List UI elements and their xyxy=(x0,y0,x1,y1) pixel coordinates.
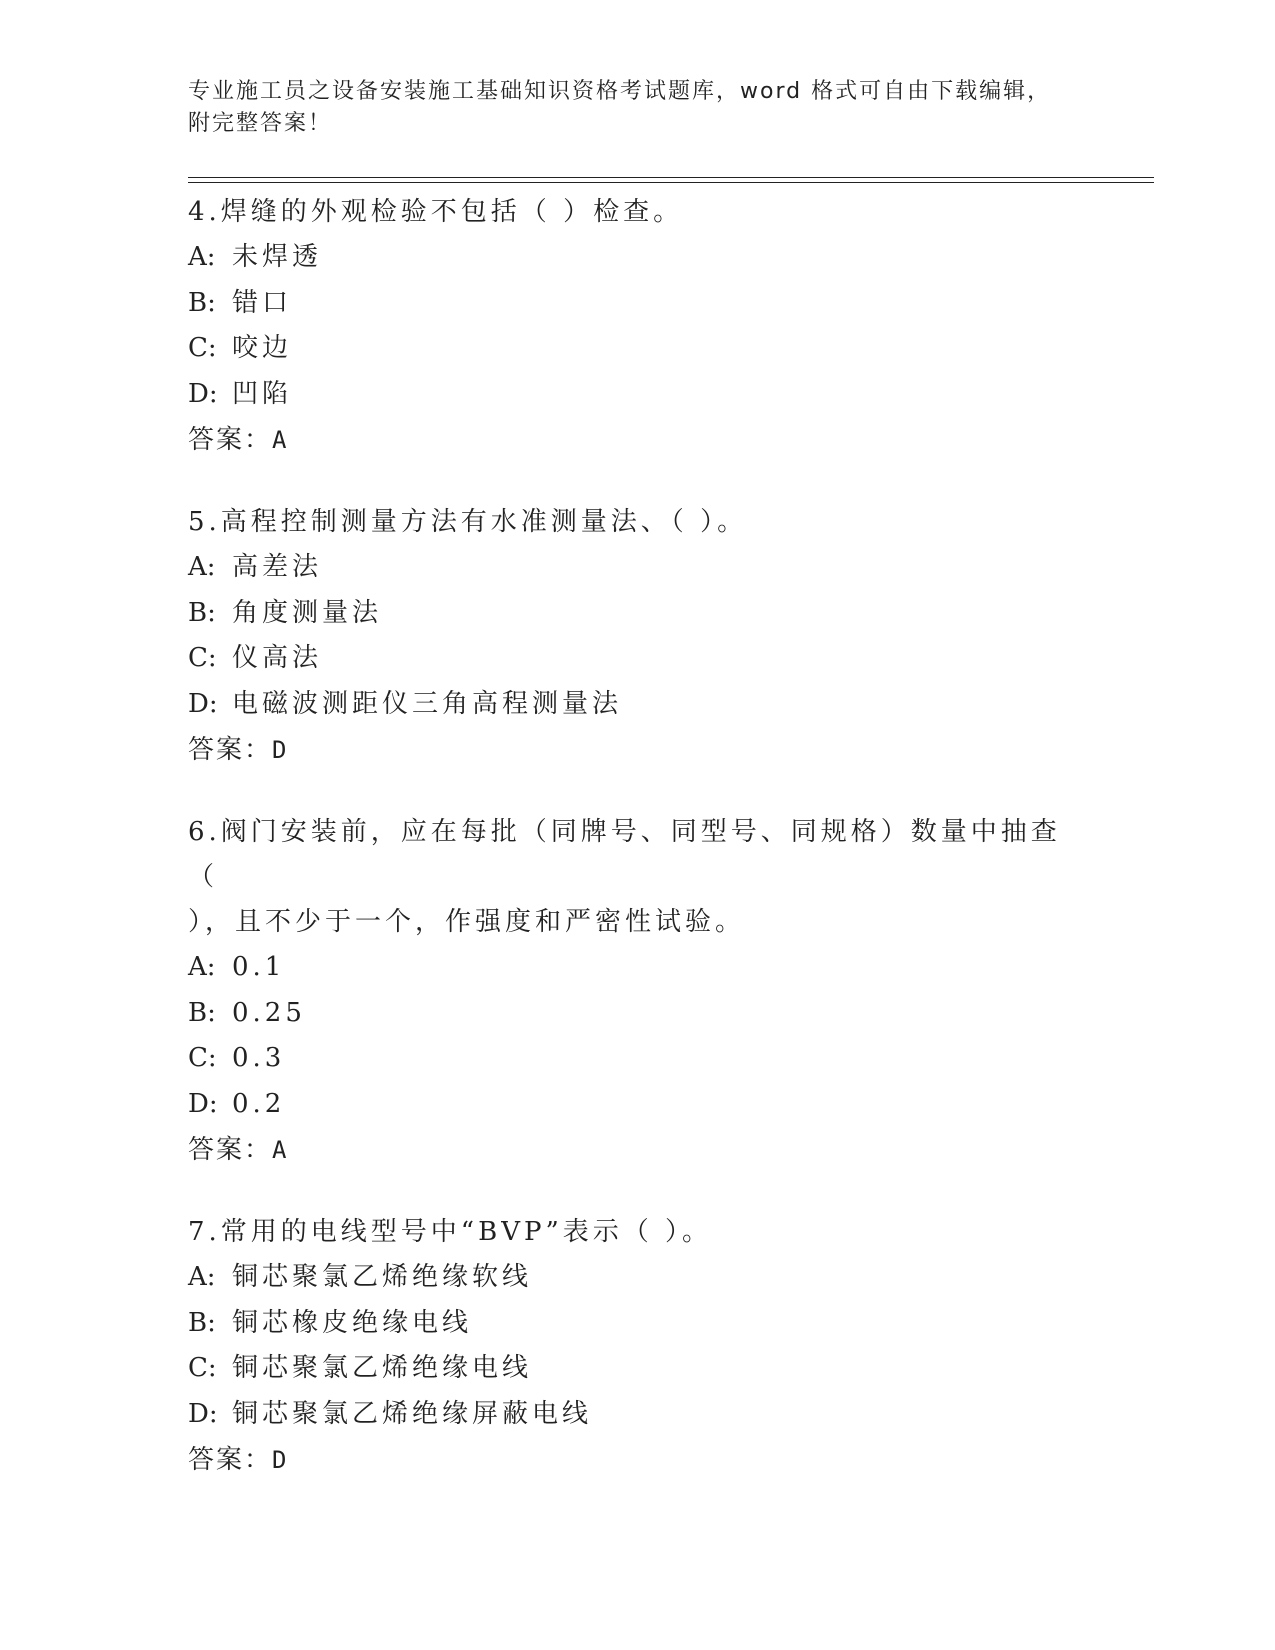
option-letter: D: xyxy=(188,688,218,719)
option-text: 铜芯聚氯乙烯绝缘软线 xyxy=(232,1262,533,1292)
question-stem xyxy=(188,190,1088,235)
answer-option xyxy=(188,372,1088,418)
answer-option xyxy=(188,591,1088,637)
option-letter: B: xyxy=(188,1307,216,1338)
question-stem xyxy=(188,810,1088,945)
answer-line xyxy=(188,1127,1088,1173)
question-list xyxy=(188,190,1088,1520)
question-block xyxy=(188,500,1088,773)
option-letter: D: xyxy=(188,378,218,409)
option-text: 凹陷 xyxy=(232,378,293,409)
option-text: 未焊透 xyxy=(232,242,323,272)
question-block xyxy=(188,190,1088,463)
answer-label: 答案： xyxy=(188,1135,273,1165)
answer-option xyxy=(188,1392,1088,1438)
option-letter: A: xyxy=(188,552,216,582)
header-line-1: 专业施工员之设备安装施工基础知识资格考试题库，word 格式可自由下载编辑， xyxy=(188,79,1052,104)
header-divider-bottom xyxy=(188,182,1154,183)
answer-option xyxy=(188,235,1088,281)
document-header xyxy=(188,76,1088,140)
answer-label: 答案： xyxy=(188,735,273,765)
option-text: 咬边 xyxy=(232,333,293,363)
option-text: 电磁波测距仪三角高程测量法 xyxy=(232,688,623,719)
option-text: 高差法 xyxy=(232,552,323,582)
question-stem xyxy=(188,500,1088,545)
answer-value: A xyxy=(272,1136,289,1164)
answer-option xyxy=(188,1255,1088,1301)
option-letter: C: xyxy=(188,1043,217,1073)
option-text: 错口 xyxy=(232,287,293,318)
option-text: 0.2 xyxy=(232,1088,286,1119)
option-letter: C: xyxy=(188,1353,217,1383)
answer-option xyxy=(188,1036,1088,1082)
option-text: 角度测量法 xyxy=(232,597,383,628)
answer-label: 答案： xyxy=(188,1445,273,1475)
question-stem xyxy=(188,1210,1088,1255)
option-text: 铜芯聚氯乙烯绝缘电线 xyxy=(232,1353,533,1383)
answer-option xyxy=(188,636,1088,682)
answer-value: D xyxy=(272,736,289,764)
question-stem-line: 4.焊缝的外观检验不包括（ ）检查。 xyxy=(188,197,684,227)
option-letter: A: xyxy=(188,952,216,982)
answer-option xyxy=(188,326,1088,372)
option-letter: B: xyxy=(188,997,216,1028)
question-block xyxy=(188,810,1088,1173)
answer-value: D xyxy=(272,1446,289,1474)
option-text: 仪高法 xyxy=(232,643,323,673)
question-stem-line: ），且不少于一个，作强度和严密性试验。 xyxy=(188,907,746,937)
question-stem-line: 6.阀门安装前，应在每批（同牌号、同型号、同规格）数量中抽查（ xyxy=(188,817,1061,892)
option-letter: B: xyxy=(188,597,216,628)
answer-option xyxy=(188,545,1088,591)
header-divider-top xyxy=(188,177,1154,178)
option-letter: D: xyxy=(188,1088,218,1119)
answer-option xyxy=(188,1301,1088,1347)
option-text: 0.1 xyxy=(232,952,286,982)
option-letter: B: xyxy=(188,287,216,318)
header-line-2: 附完整答案！ xyxy=(188,111,333,136)
answer-option xyxy=(188,281,1088,327)
option-text: 0.3 xyxy=(232,1043,286,1073)
answer-option xyxy=(188,682,1088,728)
answer-line xyxy=(188,417,1088,463)
option-letter: A: xyxy=(188,1262,216,1292)
option-letter: C: xyxy=(188,643,217,673)
answer-label: 答案： xyxy=(188,425,273,455)
answer-value: A xyxy=(272,426,289,454)
option-text: 铜芯聚氯乙烯绝缘屏蔽电线 xyxy=(232,1398,593,1429)
answer-option xyxy=(188,991,1088,1037)
option-text: 0.25 xyxy=(232,997,306,1028)
answer-option xyxy=(188,1346,1088,1392)
option-letter: C: xyxy=(188,333,217,363)
question-stem-line: 7.常用的电线型号中“BVP”表示（ ）。 xyxy=(188,1217,713,1247)
option-letter: A: xyxy=(188,242,216,272)
option-text: 铜芯橡皮绝缘电线 xyxy=(232,1307,473,1338)
answer-option xyxy=(188,945,1088,991)
answer-line xyxy=(188,1437,1088,1483)
answer-option xyxy=(188,1082,1088,1128)
option-letter: D: xyxy=(188,1398,218,1429)
answer-line xyxy=(188,727,1088,773)
question-stem-line: 5.高程控制测量方法有水准测量法、（ ）。 xyxy=(188,507,748,537)
question-block xyxy=(188,1210,1088,1483)
